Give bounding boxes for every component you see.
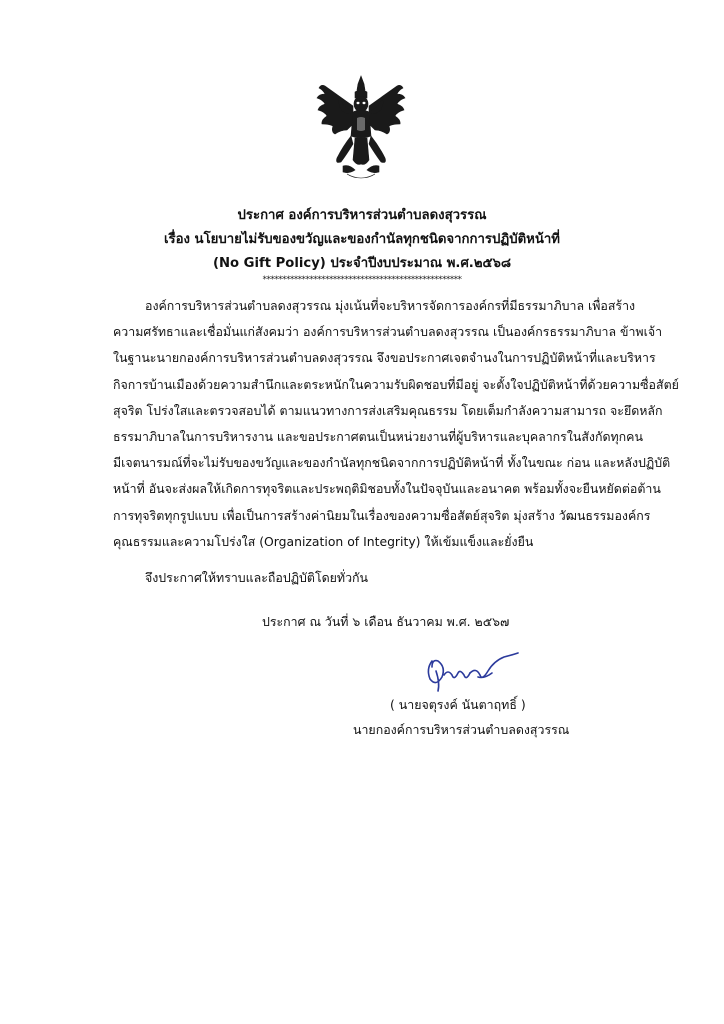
body-line: หน้าที่ อันจะส่งผลให้เกิดการทุจริตและประพฤติมิชอบทั้งในปัจจุบันและอนาคต พร้อมทั้งจะยืนหยัดต่อต้าน bbox=[113, 481, 661, 497]
document-title bbox=[60, 204, 664, 276]
body-line: กิจการบ้านเมืองด้วยความสำนึกและตระหนักในความรับผิดชอบที่มีอยู่ จะตั้งใจปฏิบัติหน้าที่ด้วยความซื่อสัตย์ bbox=[113, 376, 679, 392]
separator-line: *************************************************** bbox=[262, 275, 462, 285]
title-line-policy: (No Gift Policy) ประจำปีงบประมาณ พ.ศ.๒๕๖๘ bbox=[212, 256, 512, 271]
body-line: สุจริต โปร่งใสและตรวจสอบได้ ตามแนวทางการส่งเสริมคุณธรรม โดยเต็มกำลังความสามารถ จะยึดหลัก bbox=[113, 402, 663, 418]
body-line: ความศรัทธาและเชื่อมั่นแก่สังคมว่า องค์การบริหารส่วนตำบลดงสุวรรณ เป็นองค์กรธรรมาภิบาล ข้าพเจ้า bbox=[113, 324, 663, 340]
body-line: ธรรมาภิบาลในการบริหารงาน และขอประกาศตนเป็นหน่วยงานที่ผู้บริหารและบุคลากรในสังกัดทุกคน bbox=[113, 428, 643, 444]
signer-name: ( นายจตุรงค์ นันตาฤทธิ์ ) bbox=[390, 697, 526, 712]
title-line-organization: ประกาศ องค์การบริหารส่วนตำบลดงสุวรรณ bbox=[237, 208, 487, 223]
body-line: องค์การบริหารส่วนตำบลดงสุวรรณ มุ่งเน้นที่จะบริหารจัดการองค์กรที่มีธรรมาภิบาล เพื่อสร้าง bbox=[145, 298, 636, 313]
announcement-date: ประกาศ ณ วันที่ ๖ เดือน ธันวาคม พ.ศ. ๒๕๖๗ bbox=[262, 614, 510, 629]
body-line: คุณธรรมและความโปร่งใส (Organization of Integrity) ให้เข้มแข็งและยั่งยืน bbox=[113, 533, 534, 549]
signer-position: นายกองค์การบริหารส่วนตำบลดงสุวรรณ bbox=[353, 722, 570, 737]
title-line-subject: เรื่อง นโยบายไม่รับของขวัญและของกำนัลทุกชนิดจากการปฏิบัติหน้าที่ bbox=[164, 232, 560, 247]
body-line: มีเจตนารมณ์ที่จะไม่รับของขวัญและของกำนัลทุกชนิดจากการปฏิบัติหน้าที่ ทั้งในขณะ ก่อน และหลังปฏิบัติ bbox=[113, 455, 671, 471]
body-paragraph bbox=[113, 293, 679, 555]
body-line: ในฐานะนายกองค์การบริหารส่วนตำบลดงสุวรรณ จึงขอประกาศเจตจำนงในการปฏิบัติหน้าที่และบริหาร bbox=[113, 350, 656, 366]
body-line: การทุจริตทุกรูปแบบ เพื่อเป็นการสร้างค่านิยมในเรื่องของความซื่อสัตย์สุจริต มุ่งสร้าง วัฒนธรรมองค์กร bbox=[113, 507, 651, 523]
handwritten-signature-icon bbox=[418, 647, 528, 693]
garuda-emblem-icon bbox=[313, 74, 409, 182]
closing-statement: จึงประกาศให้ทราบและถือปฏิบัติโดยทั่วกัน bbox=[145, 570, 369, 585]
